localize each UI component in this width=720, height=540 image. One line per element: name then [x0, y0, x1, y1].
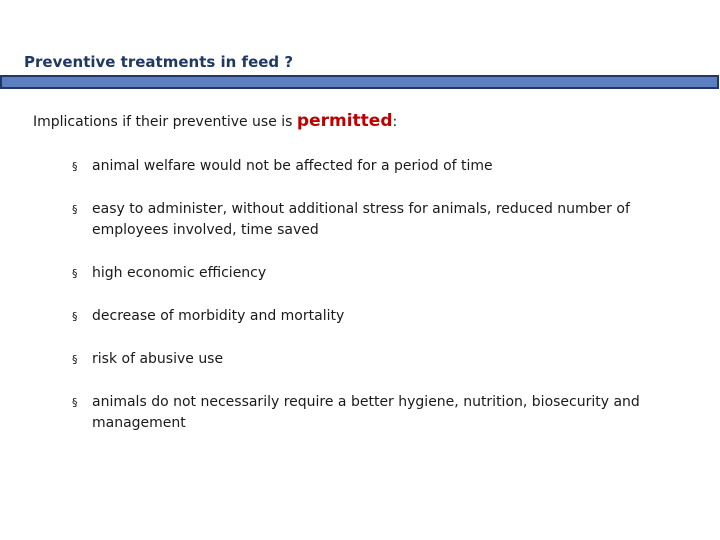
bullet-square-icon: §	[72, 160, 78, 173]
bullet-square-icon: §	[72, 267, 78, 280]
bullet-square-icon: §	[72, 396, 78, 409]
slide-title: Preventive treatments in feed ?	[24, 53, 294, 71]
bullet-text: decrease of morbidity and mortality	[92, 308, 345, 324]
bullet-text: animal welfare would not be affected for a period of time	[92, 158, 493, 174]
intro-text: Implications if their preventive use is	[33, 114, 297, 130]
intro-accent-word: permitted	[296, 111, 393, 131]
title-divider-bar	[0, 75, 719, 89]
intro-colon: :	[392, 114, 398, 130]
bullet-text: high economic efficiency	[92, 265, 267, 281]
bullet-square-icon: §	[72, 353, 78, 366]
bullet-text: risk of abusive use	[92, 351, 224, 367]
bullet-list	[70, 156, 690, 434]
bullet-text: animals do not necessarily require a better hygiene, nutrition, biosecurity and management	[92, 394, 640, 431]
intro-line	[33, 111, 397, 131]
list-item	[70, 263, 690, 284]
list-item	[70, 349, 690, 370]
bullet-square-icon: §	[72, 203, 78, 216]
list-item	[70, 199, 690, 241]
list-item	[70, 392, 690, 434]
list-item	[70, 306, 690, 327]
list-item	[70, 156, 690, 177]
bullet-text: easy to administer, without additional stress for animals, reduced number of employees involved, time saved	[92, 201, 630, 238]
bullet-square-icon: §	[72, 310, 78, 323]
